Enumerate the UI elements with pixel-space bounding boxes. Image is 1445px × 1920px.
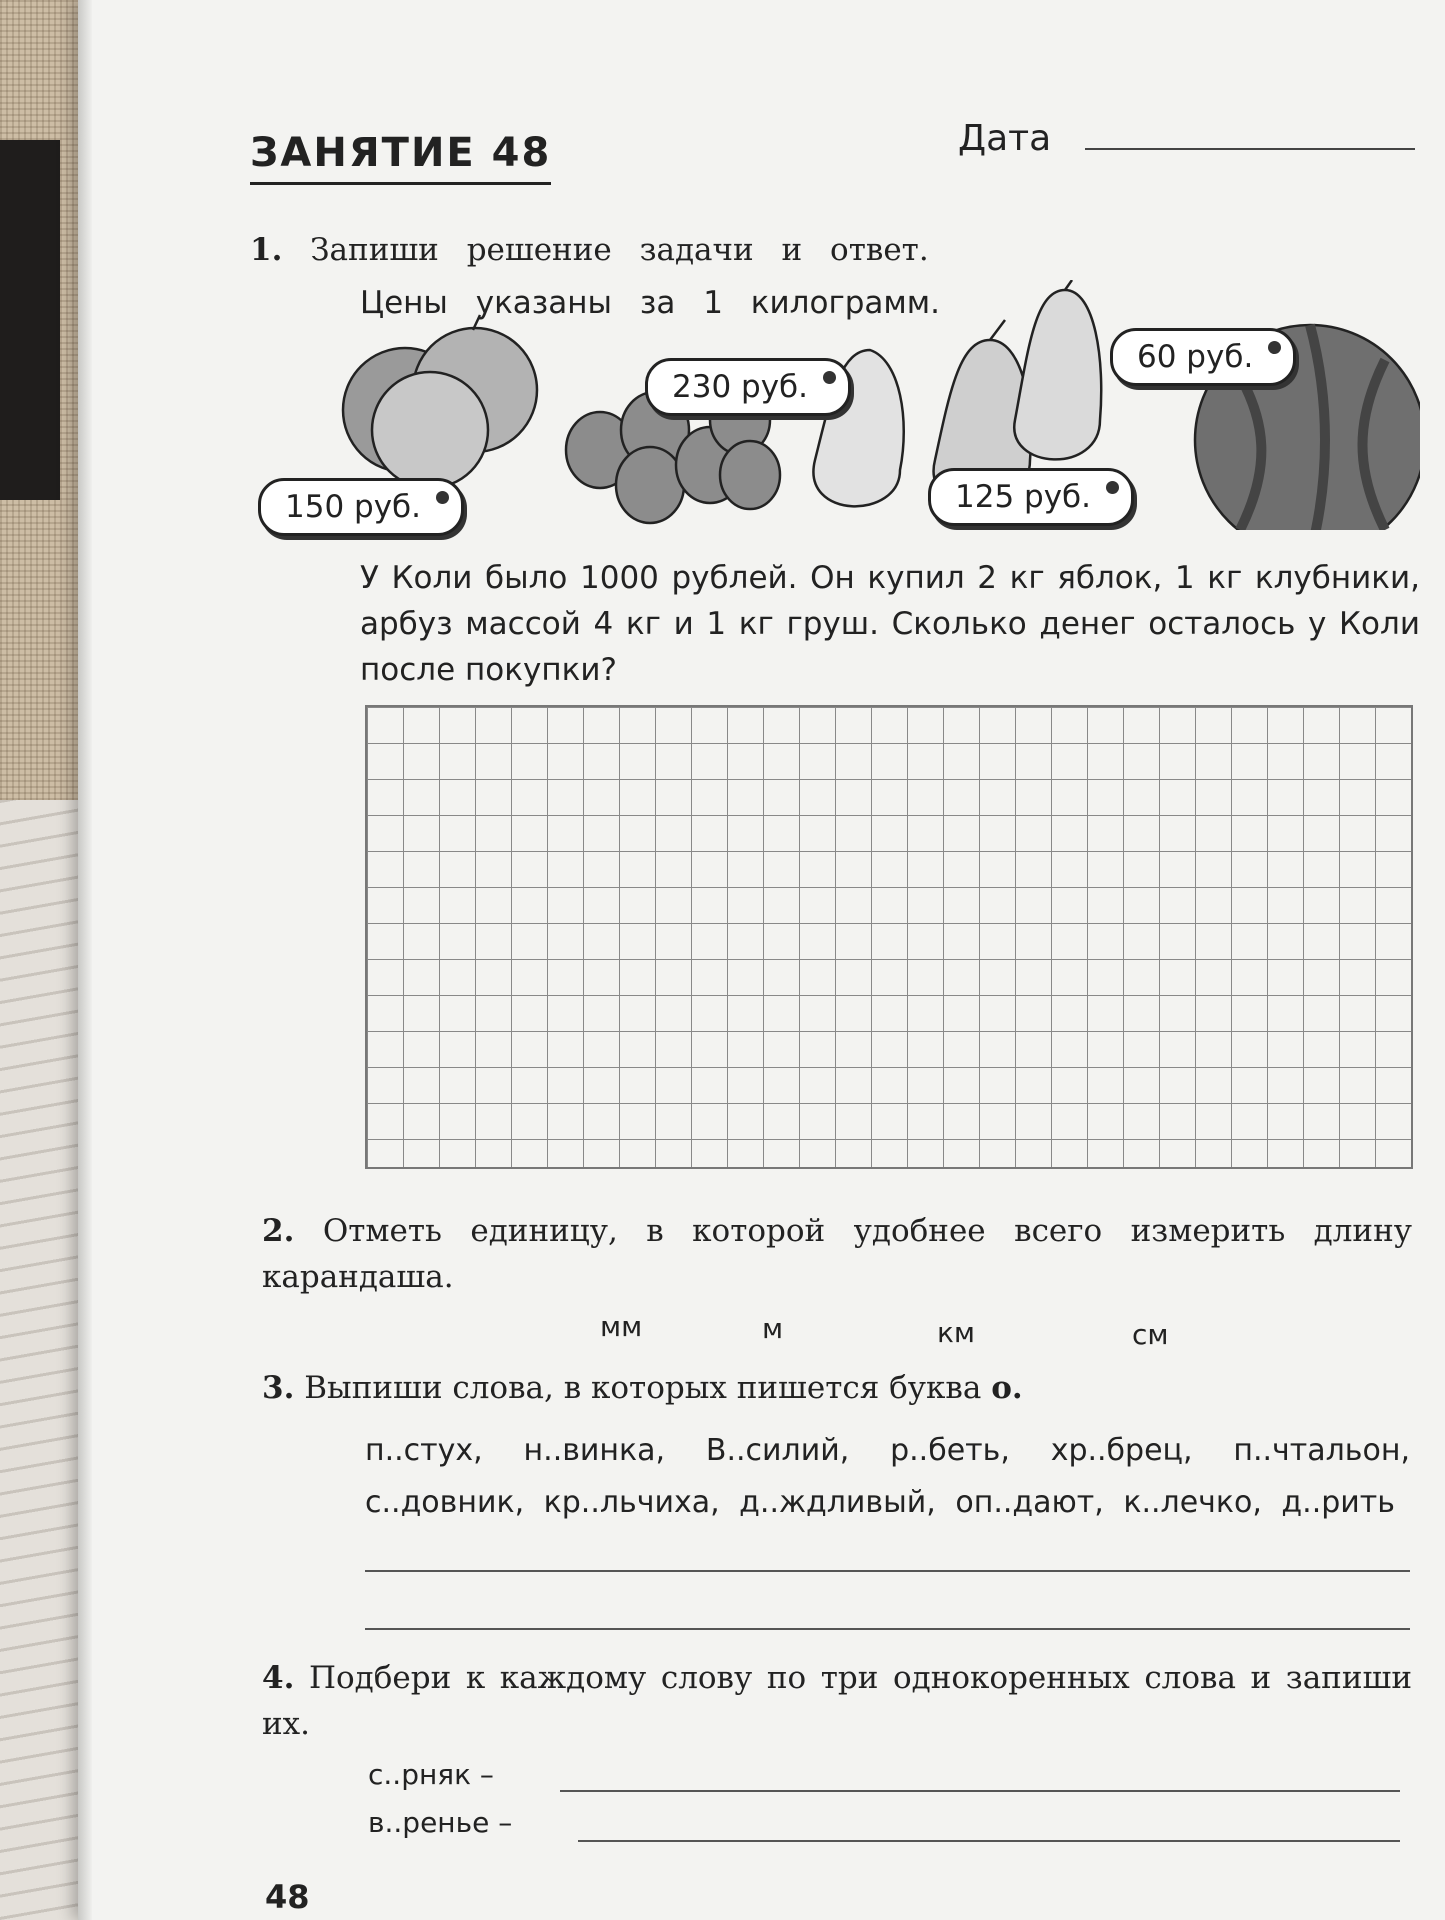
- task4-answer-line-2[interactable]: [578, 1840, 1400, 1842]
- task4-answer-line-1[interactable]: [560, 1790, 1400, 1792]
- unit-option-km[interactable]: км: [937, 1316, 976, 1349]
- task4-number: 4.: [262, 1660, 295, 1696]
- apples-icon: [343, 315, 537, 488]
- price-tag-apples: [258, 478, 464, 536]
- task1-number: 1.: [250, 232, 283, 268]
- background-dark-object: [0, 140, 60, 500]
- page-edge: [78, 0, 92, 1920]
- task4-text: [262, 1655, 1412, 1747]
- task1-subtitle: Цены указаны за 1 килограмм.: [360, 285, 941, 321]
- task2-text: [262, 1208, 1412, 1300]
- task3-instruction: Выпиши слова, в которых пишется буква: [304, 1370, 982, 1406]
- price-apples: 150 руб.: [285, 489, 422, 525]
- date-label: Дата: [958, 118, 1052, 159]
- tag-hole-icon: [436, 491, 449, 504]
- task3-letter: о.: [991, 1370, 1023, 1406]
- tag-hole-icon: [823, 371, 836, 384]
- page-number: 48: [265, 1878, 310, 1916]
- unit-option-cm[interactable]: см: [1132, 1318, 1169, 1351]
- answer-line-2[interactable]: [365, 1628, 1410, 1630]
- task3-text: [262, 1370, 1412, 1406]
- fruit-illustration: [310, 280, 1420, 530]
- price-tag-strawberry: [645, 358, 851, 416]
- price-tag-pears: [928, 468, 1134, 526]
- price-tag-watermelon: [1110, 328, 1296, 386]
- task1-heading: [250, 232, 929, 268]
- price-strawberry: 230 руб.: [672, 369, 809, 405]
- task2-instruction: Отметь единицу, в которой удобнее всего измерить длину карандаша.: [262, 1213, 1412, 1295]
- tag-hole-icon: [1106, 481, 1119, 494]
- tag-hole-icon: [1268, 341, 1281, 354]
- task2-number: 2.: [262, 1213, 295, 1249]
- price-watermelon: 60 руб.: [1137, 339, 1254, 375]
- unit-option-mm[interactable]: мм: [600, 1310, 643, 1343]
- answer-line-1[interactable]: [365, 1570, 1410, 1572]
- unit-option-m[interactable]: м: [762, 1312, 784, 1345]
- task3-words: п..стух, н..винка, В..силий, р..беть, хр..брец, п..чтальон, с..довник, кр..льчиха, д..ждливый, оп..дают, к..лечко, д..рить: [365, 1433, 1410, 1520]
- task4-instruction: Подбери к каждому слову по три однокоренных слова и запиши их.: [262, 1660, 1412, 1742]
- task3-number: 3.: [262, 1370, 295, 1406]
- task1-problem: У Коли было 1000 рублей. Он купил 2 кг яблок, 1 кг клубники, арбуз массой 4 кг и 1 кг груш. Сколько денег осталось у Коли после покупки?: [360, 560, 1420, 688]
- task1-instruction: Запиши решение задачи и ответ.: [310, 232, 929, 268]
- lesson-title: ЗАНЯТИЕ 48: [250, 130, 551, 185]
- solution-grid[interactable]: [365, 705, 1413, 1169]
- date-input-line[interactable]: [1085, 148, 1415, 150]
- task4-word-2: в..ренье –: [368, 1806, 513, 1839]
- price-pears: 125 руб.: [955, 479, 1092, 515]
- task4-word-1: с..рняк –: [368, 1758, 494, 1791]
